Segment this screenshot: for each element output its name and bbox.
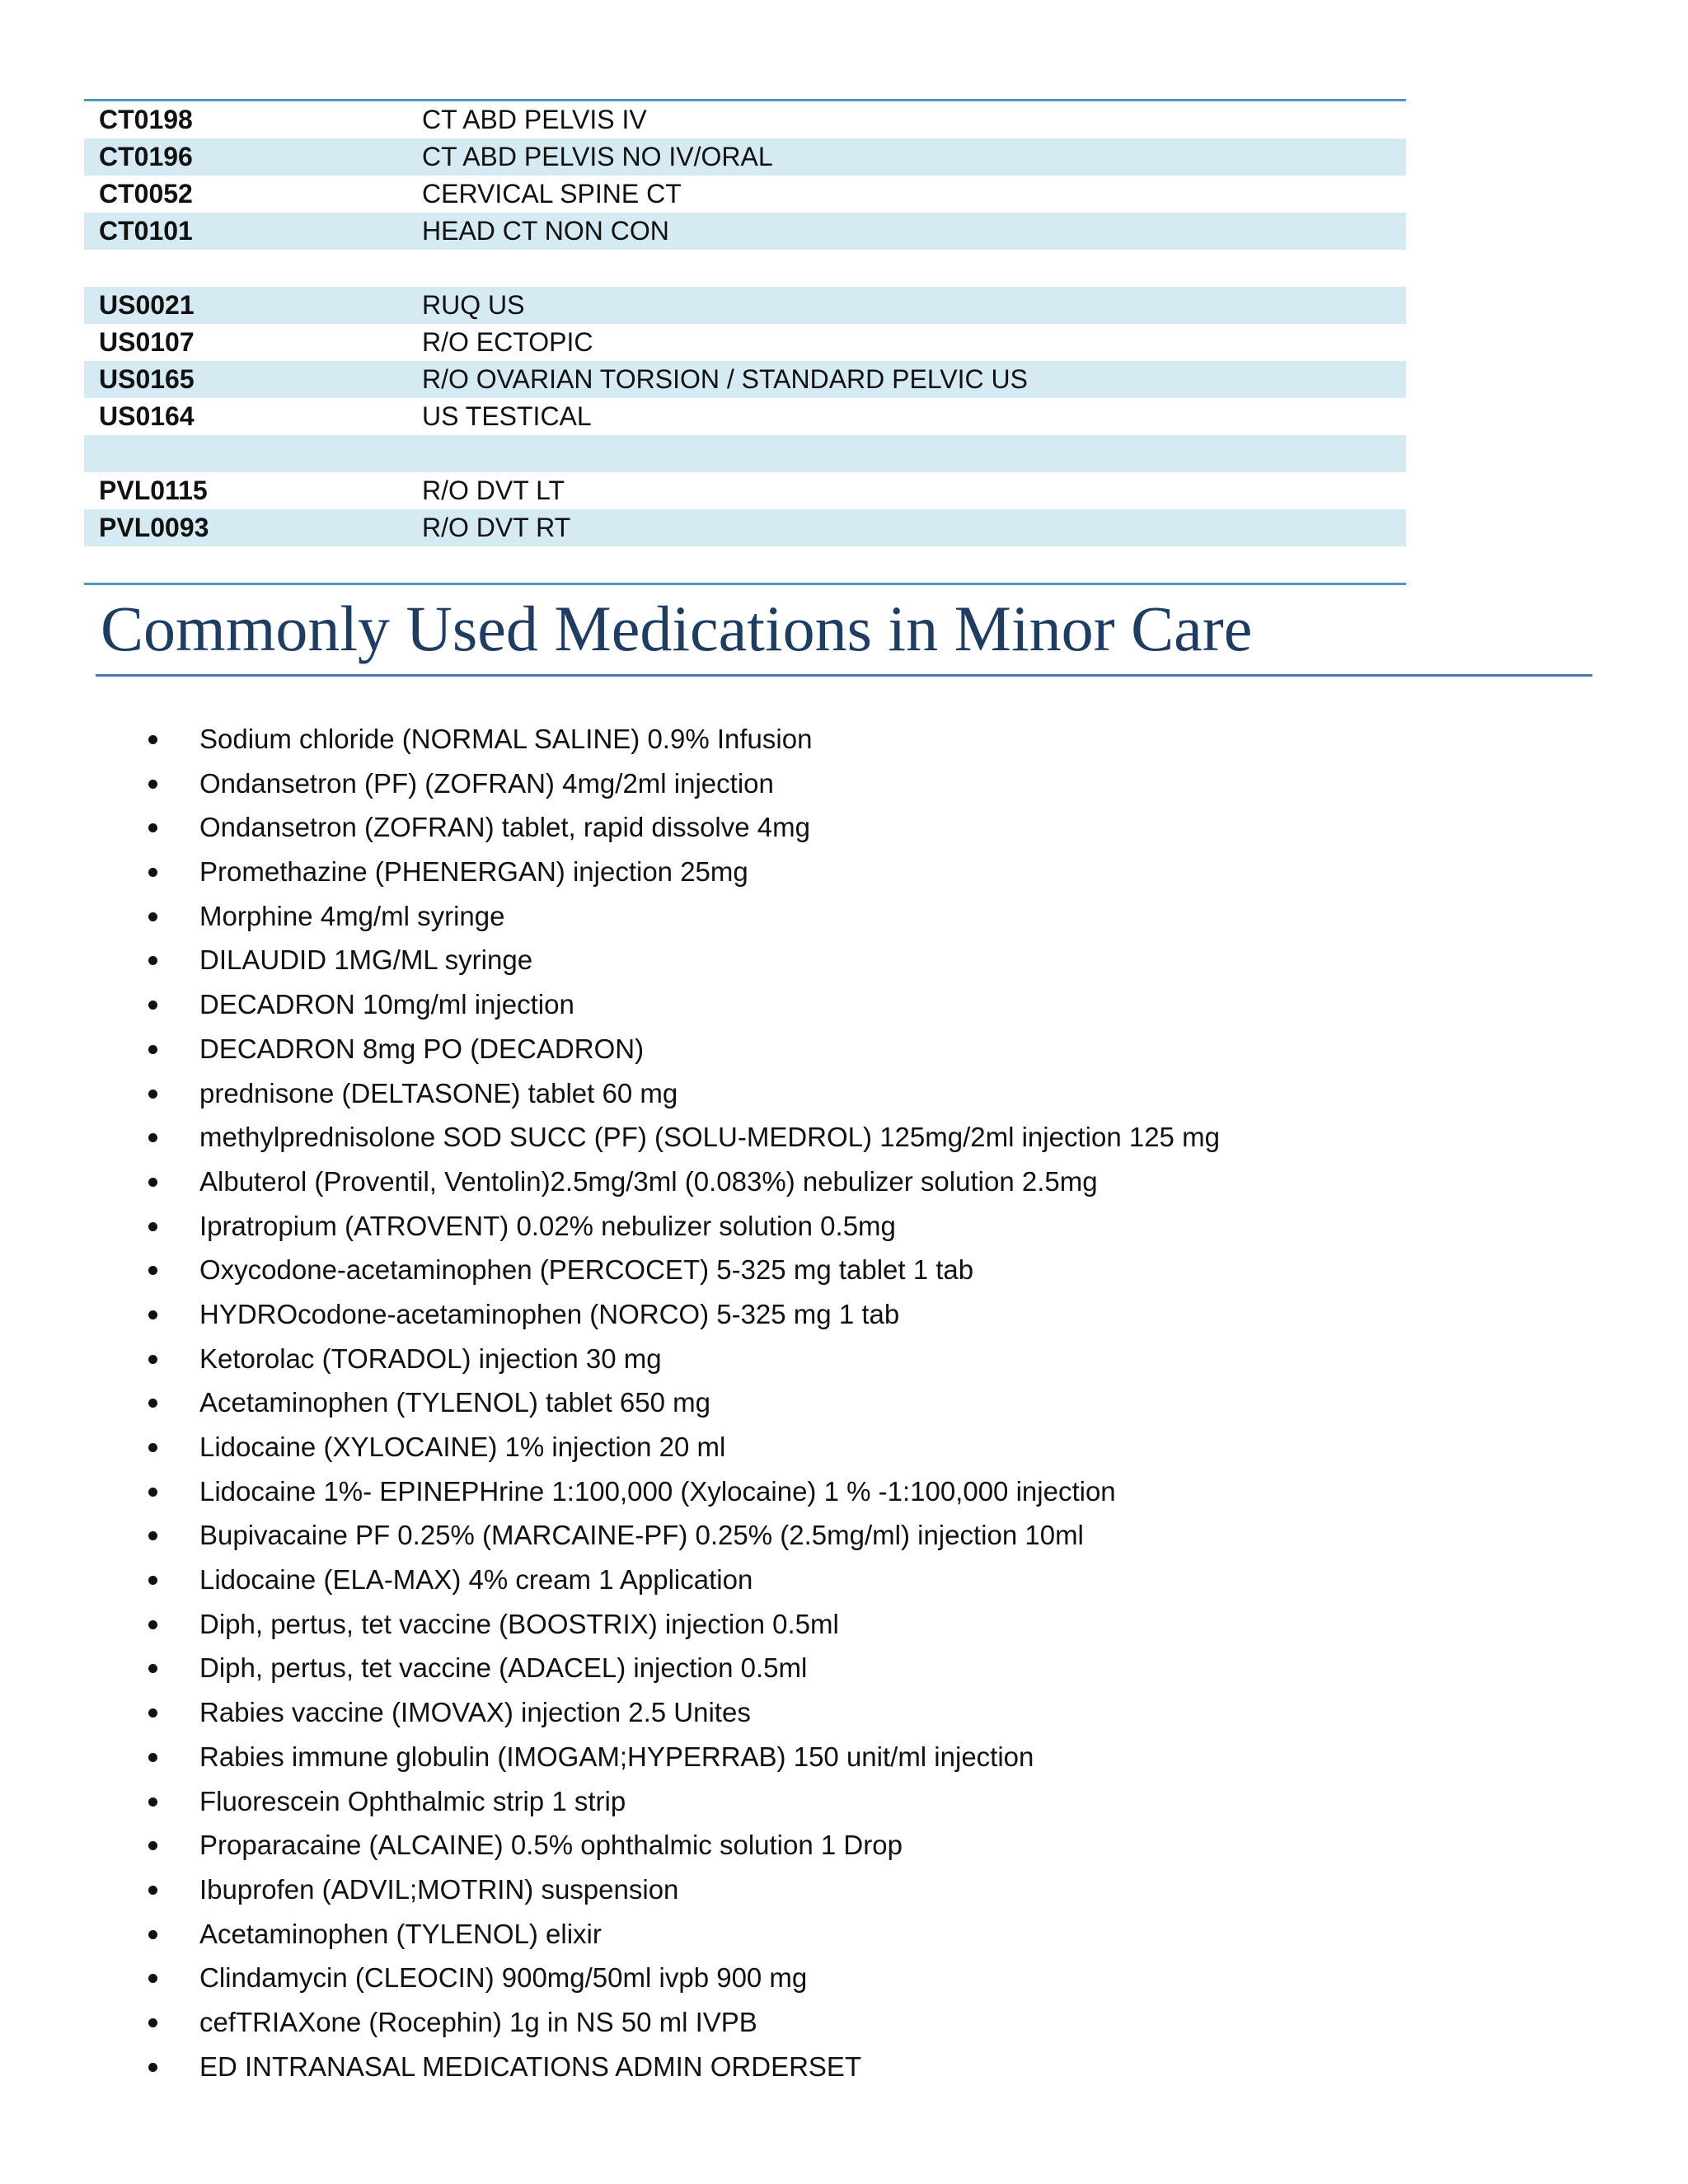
list-item xyxy=(148,1868,1220,1912)
medication-text: Diph, pertus, tet vaccine (BOOSTRIX) injection 0.5ml xyxy=(199,1608,839,1639)
bullet-icon xyxy=(148,1178,157,1187)
bullet-icon xyxy=(148,1266,157,1275)
order-description: CERVICAL SPINE CT xyxy=(422,179,682,209)
list-item xyxy=(148,894,1220,939)
bullet-icon xyxy=(148,1930,157,1939)
table-row-spacer xyxy=(84,435,1406,472)
medication-text: Ibuprofen (ADVIL;MOTRIN) suspension xyxy=(199,1873,679,1905)
list-item xyxy=(148,762,1220,806)
list-item xyxy=(148,1469,1220,1514)
list-item xyxy=(148,1690,1220,1735)
table-row xyxy=(84,324,1406,361)
list-item xyxy=(148,1779,1220,1824)
list-item xyxy=(148,1380,1220,1425)
order-code: CT0101 xyxy=(99,216,193,246)
bullet-icon xyxy=(148,735,157,744)
order-description: US TESTICAL xyxy=(422,401,592,431)
orders-table xyxy=(84,99,1406,546)
medication-text: Morphine 4mg/ml syringe xyxy=(199,900,505,931)
table-row xyxy=(84,101,1406,138)
medication-text: Oxycodone-acetaminophen (PERCOCET) 5-325 mg tablet 1 tab xyxy=(199,1254,974,1286)
bullet-icon xyxy=(148,956,157,965)
medication-text: HYDROcodone-acetaminophen (NORCO) 5-325 mg 1 tab xyxy=(199,1298,900,1329)
bullet-icon xyxy=(148,1355,157,1364)
bullet-icon xyxy=(148,868,157,877)
list-item xyxy=(148,1292,1220,1337)
bullet-icon xyxy=(148,1399,157,1408)
medication-text: Clindamycin (CLEOCIN) 900mg/50ml ivpb 900 mg xyxy=(199,1962,808,1994)
order-code: CT0198 xyxy=(99,105,193,134)
bullet-icon xyxy=(148,1974,157,1983)
medication-text: Fluorescein Ophthalmic strip 1 strip xyxy=(199,1785,626,1816)
order-description: R/O DVT LT xyxy=(422,476,565,505)
order-code: CT0196 xyxy=(99,142,193,171)
bullet-icon xyxy=(148,1797,157,1807)
medication-text: prednisone (DELTASONE) tablet 60 mg xyxy=(199,1077,678,1108)
list-item xyxy=(148,1646,1220,1690)
medication-text: Lidocaine (ELA-MAX) 4% cream 1 Application xyxy=(199,1564,753,1596)
title-divider xyxy=(96,674,1592,677)
medication-text: DECADRON 8mg PO (DECADRON) xyxy=(199,1033,645,1064)
list-item xyxy=(148,717,1220,762)
bullet-icon xyxy=(148,1045,157,1054)
bullet-icon xyxy=(148,1753,157,1762)
order-code: US0107 xyxy=(99,327,195,357)
bullet-icon xyxy=(148,1133,157,1142)
table-row xyxy=(84,398,1406,435)
medication-text: DECADRON 10mg/ml injection xyxy=(199,989,574,1020)
medication-list xyxy=(148,717,1220,2088)
bullet-icon xyxy=(148,823,157,832)
order-description: R/O DVT RT xyxy=(422,513,571,542)
bullet-icon xyxy=(148,780,157,789)
order-description: CT ABD PELVIS NO IV/ORAL xyxy=(422,142,773,171)
order-description: CT ABD PELVIS IV xyxy=(422,105,647,134)
medication-text: Bupivacaine PF 0.25% (MARCAINE-PF) 0.25% (2.5mg/ml) injection 10ml xyxy=(199,1520,1084,1551)
bullet-icon xyxy=(148,1222,157,1231)
medication-text: Rabies vaccine (IMOVAX) injection 2.5 Unites xyxy=(199,1697,751,1728)
list-item xyxy=(148,1071,1220,1116)
medication-text: Ondansetron (ZOFRAN) tablet, rapid dissolve 4mg xyxy=(199,812,810,843)
bullet-icon xyxy=(148,1841,157,1850)
order-description: R/O OVARIAN TORSION / STANDARD PELVIC US xyxy=(422,364,1028,394)
table-row-spacer xyxy=(84,250,1406,287)
bullet-icon xyxy=(148,1620,157,1629)
table-row xyxy=(84,176,1406,213)
medication-text: Acetaminophen (TYLENOL) elixir xyxy=(199,1918,602,1949)
list-item xyxy=(148,1027,1220,1071)
table-row xyxy=(84,138,1406,176)
order-code: US0165 xyxy=(99,364,195,394)
order-code: PVL0115 xyxy=(99,476,208,505)
list-item xyxy=(148,2045,1220,2089)
medication-text: Ondansetron (PF) (ZOFRAN) 4mg/2ml injection xyxy=(199,767,774,799)
bullet-icon xyxy=(148,1708,157,1718)
medication-text: ED INTRANASAL MEDICATIONS ADMIN ORDERSET xyxy=(199,2050,862,2082)
list-item xyxy=(148,1602,1220,1647)
bullet-icon xyxy=(148,1090,157,1099)
list-item xyxy=(148,1204,1220,1249)
order-code: CT0052 xyxy=(99,179,193,209)
list-item xyxy=(148,938,1220,982)
medication-text: DILAUDID 1MG/ML syringe xyxy=(199,944,533,976)
table-row xyxy=(84,287,1406,324)
bullet-icon xyxy=(148,2063,157,2072)
medication-text: Ketorolac (TORADOL) injection 30 mg xyxy=(199,1343,662,1374)
list-item xyxy=(148,1558,1220,1602)
table-row xyxy=(84,472,1406,509)
medication-text: Lidocaine 1%- EPINEPHrine 1:100,000 (Xylocaine) 1 % -1:100,000 injection xyxy=(199,1475,1116,1507)
bullet-icon xyxy=(148,1664,157,1673)
list-item xyxy=(148,1912,1220,1957)
list-item xyxy=(148,1115,1220,1160)
medication-text: cefTRIAXone (Rocephin) 1g in NS 50 ml IVPB xyxy=(199,2006,757,2037)
list-item xyxy=(148,1513,1220,1558)
medication-text: Ipratropium (ATROVENT) 0.02% nebulizer solution 0.5mg xyxy=(199,1210,896,1241)
list-item xyxy=(148,1956,1220,2000)
list-item xyxy=(148,850,1220,894)
bullet-icon xyxy=(148,1001,157,1010)
list-item xyxy=(148,1425,1220,1469)
bullet-icon xyxy=(148,1488,157,1497)
bullet-icon xyxy=(148,1886,157,1895)
table-row xyxy=(84,509,1406,546)
list-item xyxy=(148,982,1220,1027)
bullet-icon xyxy=(148,1576,157,1585)
bullet-icon xyxy=(148,1531,157,1540)
order-description: RUQ US xyxy=(422,290,525,320)
list-item xyxy=(148,1823,1220,1868)
order-code: PVL0093 xyxy=(99,513,209,542)
medication-text: Acetaminophen (TYLENOL) tablet 650 mg xyxy=(199,1387,710,1418)
medication-text: Sodium chloride (NORMAL SALINE) 0.9% Infusion xyxy=(199,724,813,754)
order-description: HEAD CT NON CON xyxy=(422,216,669,246)
bullet-icon xyxy=(148,1443,157,1452)
list-item xyxy=(148,1337,1220,1381)
medication-text: Promethazine (PHENERGAN) injection 25mg xyxy=(199,856,748,888)
bullet-icon xyxy=(148,912,157,921)
medication-text: Albuterol (Proventil, Ventolin)2.5mg/3ml (0.083%) nebulizer solution 2.5mg xyxy=(199,1165,1098,1197)
page-title: Commonly Used Medications in Minor Care xyxy=(101,593,1253,664)
table-row xyxy=(84,213,1406,250)
list-item xyxy=(148,1160,1220,1204)
medication-text: Lidocaine (XYLOCAINE) 1% injection 20 ml xyxy=(199,1432,726,1462)
order-code: US0164 xyxy=(99,401,195,431)
list-item xyxy=(148,2000,1220,2045)
list-item xyxy=(148,1735,1220,1779)
medication-text: methylprednisolone SOD SUCC (PF) (SOLU-MEDROL) 125mg/2ml injection 125 mg xyxy=(199,1122,1220,1153)
list-item xyxy=(148,1248,1220,1292)
bullet-icon xyxy=(148,2018,157,2027)
medication-text: Proparacaine (ALCAINE) 0.5% ophthalmic solution 1 Drop xyxy=(199,1830,903,1861)
medication-text: Rabies immune globulin (IMOGAM;HYPERRAB) 150 unit/ml injection xyxy=(199,1741,1034,1772)
order-code: US0021 xyxy=(99,290,195,320)
table-row xyxy=(84,361,1406,398)
order-description: R/O ECTOPIC xyxy=(422,327,593,357)
bullet-icon xyxy=(148,1310,157,1319)
list-item xyxy=(148,805,1220,850)
medication-text: Diph, pertus, tet vaccine (ADACEL) injection 0.5ml xyxy=(199,1652,808,1684)
